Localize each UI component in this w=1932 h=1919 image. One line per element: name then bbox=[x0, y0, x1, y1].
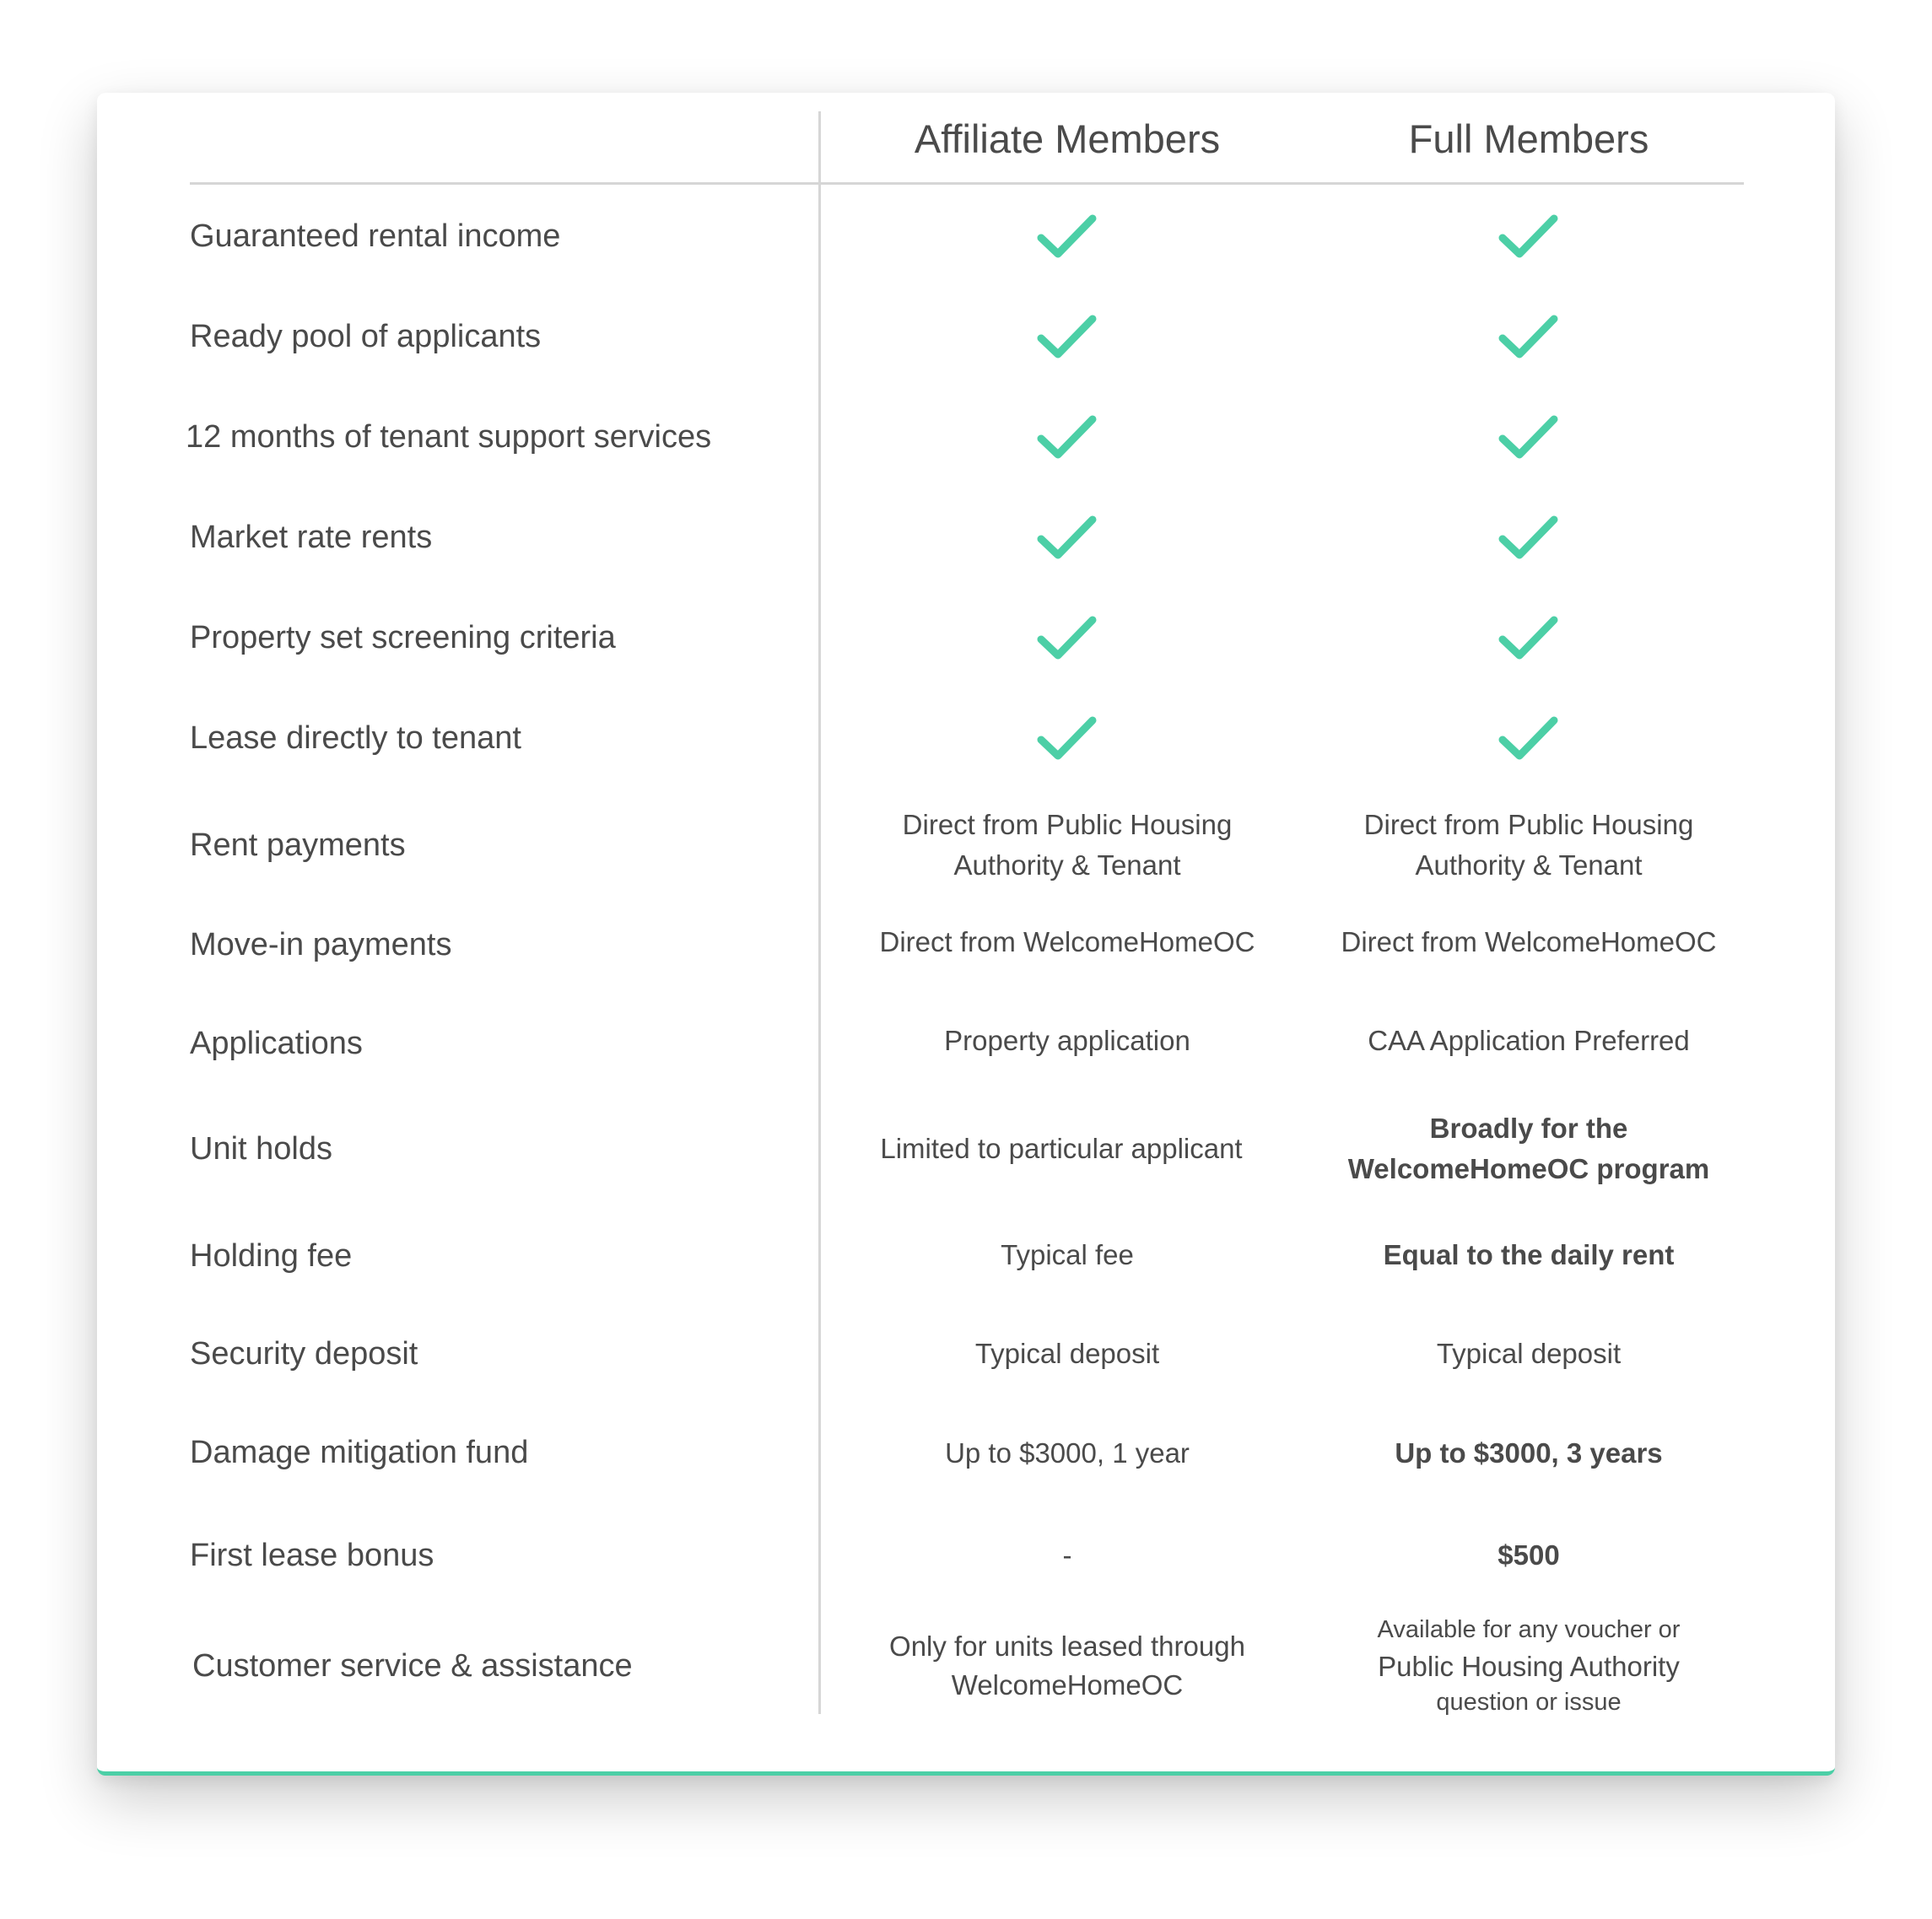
affiliate-cell bbox=[831, 402, 1303, 472]
affiliate-cell bbox=[831, 602, 1303, 673]
cell-text: Typical fee bbox=[1001, 1239, 1134, 1270]
feature-label: Guaranteed rental income bbox=[190, 218, 561, 254]
table-row bbox=[0, 1318, 1932, 1389]
feature-label: Market rate rents bbox=[190, 519, 433, 555]
table-row bbox=[0, 703, 1932, 774]
table-row bbox=[0, 1611, 1932, 1721]
affiliate-cell bbox=[831, 1008, 1303, 1074]
feature-label: Lease directly to tenant bbox=[190, 720, 521, 756]
affiliate-cell bbox=[831, 703, 1303, 774]
feature-label: Unit holds bbox=[190, 1130, 332, 1167]
cell-text: Property application bbox=[944, 1025, 1190, 1056]
check-icon bbox=[1498, 412, 1559, 461]
check-icon bbox=[1498, 513, 1559, 562]
check-icon bbox=[1037, 513, 1098, 562]
cell-text-line: Authority & Tenant bbox=[953, 849, 1181, 881]
check-icon bbox=[1498, 613, 1559, 662]
cell-text: Limited to particular applicant bbox=[880, 1133, 1243, 1164]
check-icon bbox=[1498, 312, 1559, 361]
cell-text-line: Direct from Public Housing bbox=[902, 809, 1233, 840]
affiliate-cell bbox=[831, 1520, 1303, 1591]
affiliate-cell bbox=[831, 801, 1303, 889]
table-row bbox=[0, 911, 1932, 978]
check-icon bbox=[1498, 714, 1559, 763]
full-cell bbox=[1292, 402, 1765, 472]
affiliate-cell bbox=[831, 1318, 1303, 1389]
table-row bbox=[0, 201, 1932, 272]
feature-label: Security deposit bbox=[190, 1335, 418, 1372]
check-icon bbox=[1037, 212, 1098, 261]
table-row bbox=[0, 1520, 1932, 1591]
cell-text-line: Direct from Public Housing bbox=[1363, 809, 1694, 840]
cell-text: CAA Application Preferred bbox=[1368, 1025, 1690, 1056]
feature-label: 12 months of tenant support services bbox=[186, 418, 712, 455]
header-divider bbox=[190, 182, 1744, 185]
cell-text-line: WelcomeHomeOC bbox=[951, 1669, 1184, 1701]
cell-text-line: Broadly for the bbox=[1429, 1113, 1628, 1144]
check-icon bbox=[1037, 312, 1098, 361]
affiliate-cell bbox=[825, 1105, 1298, 1193]
full-cell bbox=[1292, 1318, 1765, 1389]
full-cell bbox=[1292, 201, 1765, 272]
feature-label: Move-in payments bbox=[190, 926, 452, 962]
cell-text: Typical deposit bbox=[974, 1338, 1160, 1369]
full-cell bbox=[1292, 911, 1765, 973]
cell-text-line: Only for units leased through bbox=[889, 1631, 1245, 1662]
feature-label: Ready pool of applicants bbox=[190, 318, 542, 354]
cell-text: Direct from WelcomeHomeOC bbox=[879, 926, 1255, 957]
full-cell bbox=[1292, 1008, 1765, 1074]
full-cell bbox=[1292, 1520, 1765, 1591]
cell-text: $500 bbox=[1498, 1539, 1560, 1571]
affiliate-cell bbox=[831, 1611, 1303, 1721]
table-row bbox=[0, 502, 1932, 573]
table-row bbox=[0, 602, 1932, 673]
cell-text-line: Available for any voucher or bbox=[1377, 1615, 1681, 1643]
feature-label: Damage mitigation fund bbox=[190, 1434, 529, 1470]
check-icon bbox=[1037, 613, 1098, 662]
full-cell bbox=[1292, 1105, 1765, 1193]
table-row bbox=[0, 402, 1932, 472]
full-cell bbox=[1292, 1611, 1765, 1721]
full-cell bbox=[1292, 703, 1765, 774]
full-cell bbox=[1292, 1221, 1765, 1290]
cell-text-line: WelcomeHomeOC program bbox=[1347, 1153, 1710, 1184]
cell-text: Up to $3000, 3 years bbox=[1395, 1437, 1663, 1469]
affiliate-cell bbox=[831, 911, 1303, 973]
check-icon bbox=[1037, 412, 1098, 461]
feature-label: Holding fee bbox=[190, 1237, 353, 1274]
feature-label: Applications bbox=[190, 1025, 363, 1061]
table-row bbox=[0, 1105, 1932, 1193]
cell-text: Up to $3000, 1 year bbox=[945, 1437, 1190, 1469]
full-cell bbox=[1292, 502, 1765, 573]
table-row bbox=[0, 801, 1932, 889]
full-cell bbox=[1292, 602, 1765, 673]
affiliate-cell bbox=[831, 1417, 1303, 1490]
full-cell bbox=[1292, 801, 1765, 889]
check-icon bbox=[1037, 714, 1098, 763]
feature-label: Property set screening criteria bbox=[190, 619, 616, 655]
affiliate-members-heading: Affiliate Members bbox=[914, 116, 1221, 161]
feature-label: First lease bonus bbox=[190, 1537, 434, 1573]
table-row bbox=[0, 301, 1932, 372]
feature-label: Rent payments bbox=[190, 827, 406, 863]
cell-text: Direct from WelcomeHomeOC bbox=[1341, 926, 1717, 957]
full-cell bbox=[1292, 1417, 1765, 1490]
affiliate-cell bbox=[831, 301, 1303, 372]
cell-text: Equal to the daily rent bbox=[1383, 1239, 1675, 1270]
cell-text-line: Authority & Tenant bbox=[1415, 849, 1643, 881]
affiliate-cell bbox=[831, 1221, 1303, 1290]
cell-text-line: Public Housing Authority bbox=[1378, 1650, 1680, 1682]
cell-text: Typical deposit bbox=[1436, 1338, 1622, 1369]
cell-text-line: question or issue bbox=[1436, 1688, 1622, 1716]
feature-label: Customer service & assistance bbox=[192, 1647, 633, 1684]
table-row bbox=[0, 1417, 1932, 1488]
cell-text: - bbox=[1062, 1539, 1072, 1571]
full-cell bbox=[1292, 301, 1765, 372]
affiliate-cell bbox=[831, 201, 1303, 272]
table-row bbox=[0, 1221, 1932, 1291]
full-members-heading: Full Members bbox=[1408, 116, 1649, 161]
affiliate-cell bbox=[831, 502, 1303, 573]
table-row bbox=[0, 1008, 1932, 1079]
check-icon bbox=[1498, 212, 1559, 261]
